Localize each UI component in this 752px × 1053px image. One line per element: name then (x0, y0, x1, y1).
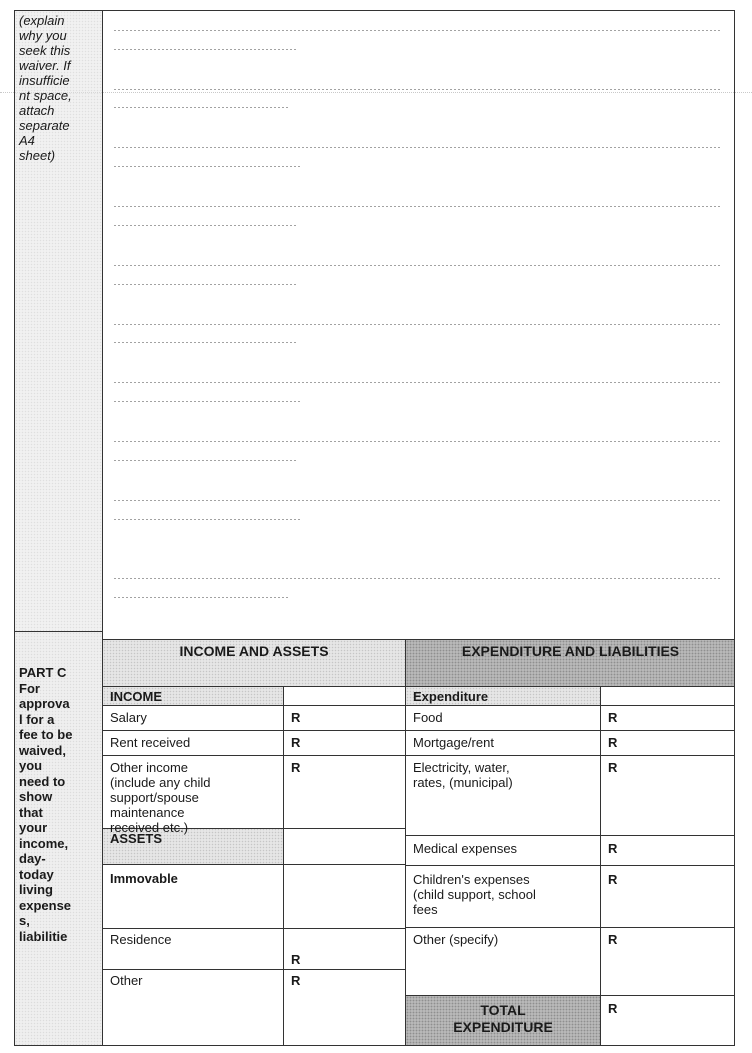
income-value-divider (283, 686, 284, 1046)
total-expenditure-label (406, 1002, 600, 1036)
writing-line-long[interactable] (113, 30, 721, 31)
part-c-line: day- (19, 851, 46, 866)
writing-line-long[interactable] (113, 265, 721, 266)
table-top-rule (102, 639, 735, 640)
writing-line-short[interactable] (113, 342, 297, 343)
instruction-line: insufficie (19, 73, 70, 88)
part-c-line: that (19, 804, 43, 820)
income-assets-header: INCOME AND ASSETS (179, 643, 329, 659)
row-rule-2 (102, 730, 735, 731)
writing-line-long[interactable] (113, 89, 721, 90)
instruction-line: sheet) (19, 148, 56, 163)
medical-children-rule (405, 865, 735, 866)
expenditure-title: Expenditure (413, 689, 489, 704)
food-amount-field[interactable]: R (608, 710, 618, 725)
writing-line-short[interactable] (113, 460, 297, 461)
other-income-label (110, 760, 282, 835)
other-income-line: support/spouse (110, 790, 199, 805)
header-bottom-rule (102, 686, 735, 687)
mortgage-label: Mortgage/rent (413, 735, 494, 750)
writing-line-short[interactable] (113, 597, 289, 598)
writing-line-long[interactable] (113, 324, 721, 325)
expenditure-value-divider (600, 686, 601, 1046)
waiver-instructions (19, 13, 101, 163)
part-c-line: need to (19, 773, 66, 789)
children-other-rule (405, 927, 735, 928)
total-expenditure-amount-field[interactable]: R (608, 1001, 618, 1016)
residence-amount-field[interactable]: R (291, 952, 301, 967)
part-c-line: today (19, 866, 54, 882)
row-rule-1 (102, 705, 735, 706)
rent-amount-field[interactable]: R (291, 735, 301, 750)
part-c-top-rule (14, 631, 102, 632)
income-title: INCOME (110, 689, 162, 704)
rent-received-label: Rent received (110, 735, 191, 750)
writing-line-short[interactable] (113, 519, 301, 520)
instruction-line: separate (19, 118, 70, 133)
residence-other-rule (102, 969, 405, 970)
writing-line-long[interactable] (113, 147, 721, 148)
instruction-line: nt space, (19, 88, 72, 103)
children-expenses-line: (child support, school (413, 887, 536, 902)
writing-line-long[interactable] (113, 441, 721, 442)
assets-immovable-rule (102, 864, 405, 865)
part-c-line: fee to be (19, 727, 73, 742)
medical-label: Medical expenses (413, 841, 518, 856)
writing-line-long[interactable] (113, 578, 721, 579)
part-c-line: your (19, 820, 48, 835)
instruction-line: A4 (19, 133, 35, 148)
residence-label: Residence (110, 932, 172, 947)
salary-amount-field[interactable]: R (291, 710, 301, 725)
immovable-label: Immovable (110, 871, 178, 886)
part-c-line: PART C (19, 665, 67, 680)
part-c-line: you (19, 758, 43, 773)
part-c-instructions (19, 665, 101, 944)
left-column-divider (102, 10, 103, 1046)
assets-title: ASSETS (110, 831, 163, 846)
electricity-line: Electricity, water, (413, 760, 510, 775)
other-income-line: maintenance (110, 805, 185, 820)
other-total-rule (405, 995, 735, 996)
writing-line-short[interactable] (113, 49, 297, 50)
electricity-line: rates, (municipal) (413, 775, 513, 790)
total-expenditure-line: TOTAL (480, 1002, 526, 1018)
other-income-amount-field[interactable]: R (291, 760, 301, 775)
mortgage-amount-field[interactable]: R (608, 735, 618, 750)
instruction-line: why you (19, 28, 67, 43)
medical-amount-field[interactable]: R (608, 841, 618, 856)
writing-line-short[interactable] (113, 284, 297, 285)
other-income-line: Other income (110, 760, 189, 775)
instruction-line: waiver. If (19, 58, 71, 73)
writing-line-long[interactable] (113, 382, 721, 383)
children-expenses-amount-field[interactable]: R (608, 872, 618, 887)
other-income-line: (include any child (110, 775, 211, 790)
children-expenses-line: Children's expenses (413, 872, 530, 887)
other-expenses-label: Other (specify) (413, 932, 499, 947)
other-expenses-amount-field[interactable]: R (608, 932, 618, 947)
part-c-line: waived, (19, 742, 66, 758)
part-c-line: living (19, 882, 53, 897)
part-c-line: expense (19, 897, 72, 913)
immovable-residence-rule (102, 928, 405, 929)
other-assets-amount-field[interactable]: R (291, 973, 301, 988)
part-c-line: liabilitie (19, 928, 68, 944)
part-c-line: approva (19, 696, 70, 711)
electricity-label (413, 760, 599, 790)
writing-line-short[interactable] (113, 166, 301, 167)
expenditure-liabilities-header: EXPENDITURE AND LIABILITIES (461, 643, 680, 659)
other-assets-label: Other (110, 973, 143, 988)
children-expenses-line: fees (413, 902, 438, 917)
electricity-amount-field[interactable]: R (608, 760, 618, 775)
instruction-line: attach (19, 103, 55, 118)
part-c-line: For (19, 680, 40, 696)
part-c-line: s, (19, 913, 30, 928)
writing-line-long[interactable] (113, 206, 721, 207)
row-rule-3 (102, 755, 735, 756)
instruction-line: seek this (19, 43, 71, 58)
salary-label: Salary (110, 710, 147, 725)
writing-line-short[interactable] (113, 401, 301, 402)
other-income-line: received etc.) (110, 820, 189, 835)
part-c-line: income, (19, 835, 69, 851)
instruction-line: (explain (19, 13, 65, 28)
writing-line-long[interactable] (113, 500, 721, 501)
total-expenditure-line: EXPENDITURE (453, 1019, 553, 1035)
part-c-line: l for a (19, 711, 55, 727)
children-expenses-label (413, 872, 599, 917)
writing-line-short[interactable] (113, 107, 289, 108)
electricity-medical-rule (405, 835, 735, 836)
food-label: Food (413, 710, 443, 725)
part-c-line: show (19, 789, 53, 804)
section-divider (405, 639, 406, 1046)
writing-line-short[interactable] (113, 225, 297, 226)
